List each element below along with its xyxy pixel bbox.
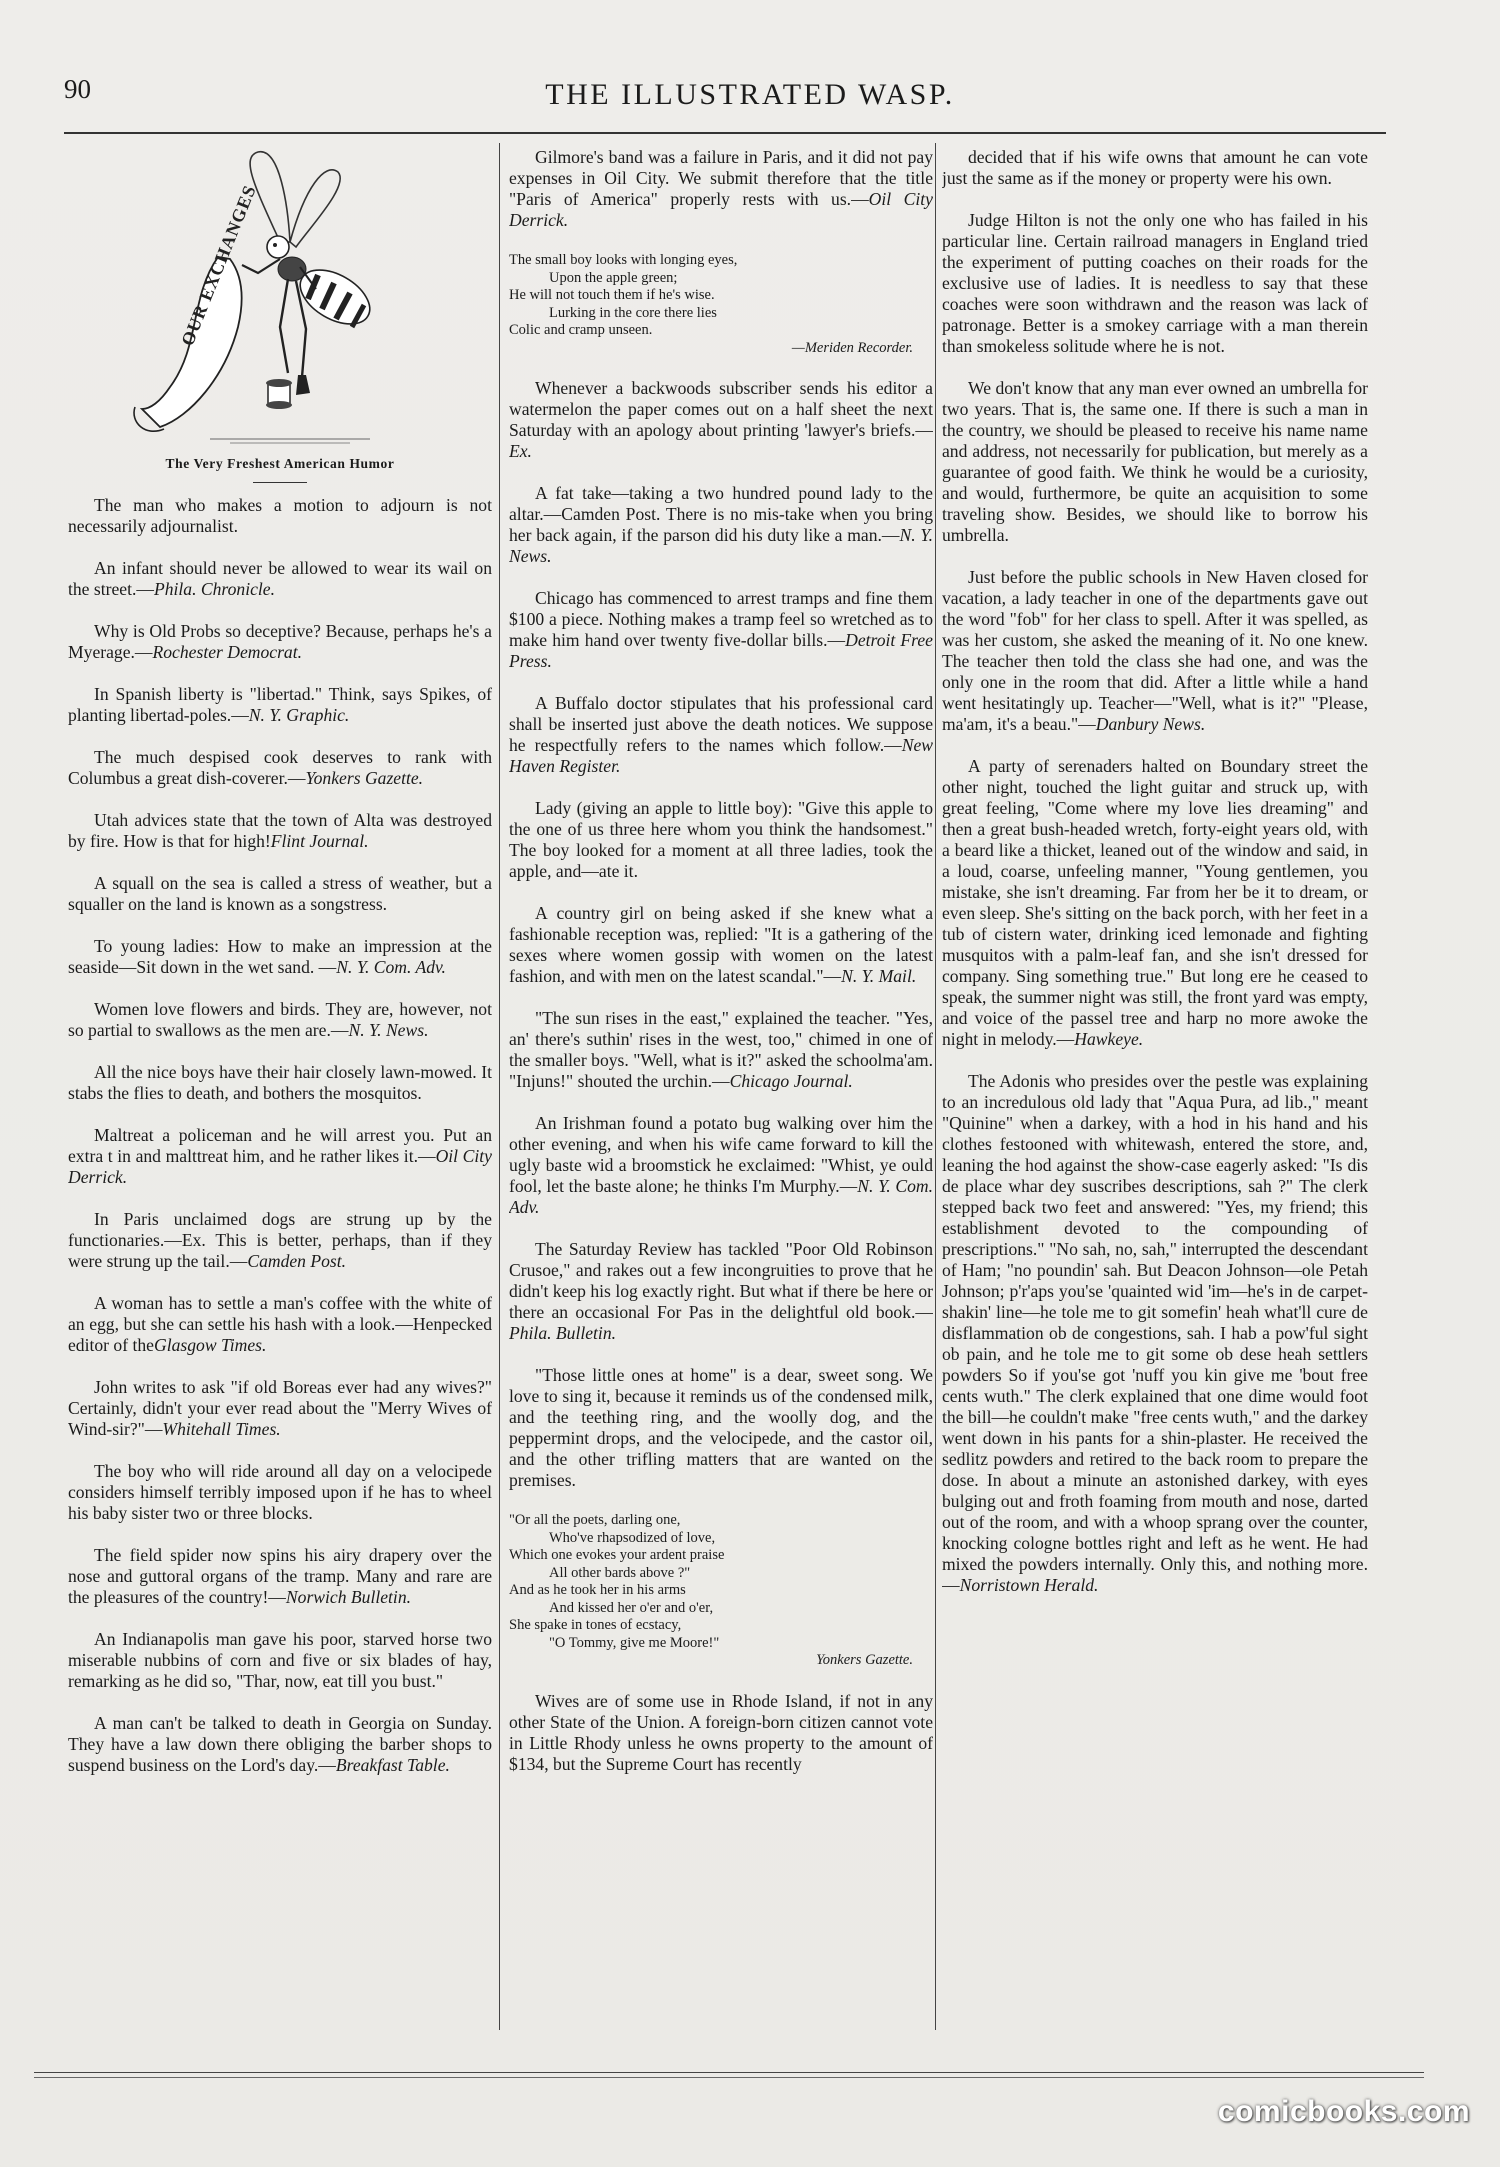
article-source: Rochester Democrat.	[152, 642, 303, 662]
exchanges-vignette	[68, 147, 492, 447]
article-item	[509, 588, 933, 672]
article-source: Phila. Chronicle.	[153, 579, 276, 599]
article-source: Breakfast Table.	[335, 1755, 450, 1775]
poem-source: Yonkers Gazette.	[816, 1652, 913, 1668]
article-item	[68, 810, 492, 852]
article-source: N. Y. News.	[509, 525, 933, 566]
watermark-logo: comicbooks.com	[1217, 2095, 1470, 2128]
article-text: Why is Old Probs so deceptive? Because, perhaps he's a Myerage.—	[68, 621, 492, 662]
column-1-articles	[68, 495, 492, 1776]
article-source: Hawkeye.	[1074, 1029, 1144, 1049]
poem-line: Lurking in the core there lies	[549, 304, 717, 321]
poem-line: Who've rhapsodized of love,	[549, 1529, 716, 1546]
article-source: Whitehall Times.	[162, 1419, 281, 1439]
article-text: The field spider now spins his airy drapery over the nose and guttoral organs of the tramp. Many and rare are the pleasures of the country!—	[68, 1545, 492, 1607]
column-rule	[499, 143, 500, 2030]
article-text: The Saturday Review has tackled "Poor Old Robinson Crusoe," and rakes out a few incongruities to prove that he didn't keep his log exactly right. But what if there be here or there an occasional For Pas in the delightful old book.—	[509, 1239, 933, 1322]
article-item	[68, 1461, 492, 1524]
footer-rule	[34, 2072, 1424, 2073]
column-2-articles-c	[509, 1691, 933, 1775]
article-text: A country girl on being asked if she knew what a fashionable reception was, replied: "It is a gathering of the sexes where women gossip with women on the latest fashion, and with men on the latest scandal."—	[509, 903, 933, 986]
article-item	[942, 147, 1368, 189]
poem-line: And kissed her o'er and o'er,	[549, 1599, 714, 1616]
article-source: Danbury News.	[1095, 714, 1206, 734]
article-item	[68, 1062, 492, 1104]
caption-rule	[253, 482, 307, 483]
article-text: We don't know that any man ever owned an umbrella for two years. That is, the same one. If there is such a man in the country, we should be pleased to receive his name name and address, not necessarily for publication, but merely as a guarantee of good faith. We think he would be a curiosity, and would, furthermore, be quite an acquisition to some traveling show. Besides, we should like to borrow his umbrella.	[942, 378, 1368, 545]
poem-line: "Or all the poets, darling one,	[509, 1512, 681, 1528]
article-text: Just before the public schools in New Haven closed for vacation, a lady teacher in one of the departments gave out the word "fob" for her class to spell. After it was spelled, as was her custom, she asked the meaning of it. No one knew. The teacher then told the class she had one, and was the only one in the room that did. After a little while a hand went hesitatingly up. Teacher—"Well, what is it?" "Please, ma'am, it's a beau."—	[942, 567, 1368, 734]
article-item	[942, 1071, 1368, 1596]
article-item	[509, 378, 933, 462]
article-source: Yonkers Gazette.	[305, 768, 424, 788]
article-item	[68, 999, 492, 1041]
article-text: Judge Hilton is not the only one who has failed in his particular line. Certain railroad managers in England tried the experiment of putting coaches on their roads for the exclusive use of ladies. It is needless to say that these coaches were soon withdrawn and the reason was lack of patronage. Better is a smokey carriage with a man therein than smokeless solitude where he is not.	[942, 210, 1368, 356]
article-item	[68, 873, 492, 915]
article-source: Glasgow Times.	[153, 1335, 267, 1355]
article-source: Ex.	[509, 441, 532, 461]
article-item	[942, 378, 1368, 546]
article-item	[68, 621, 492, 663]
article-item	[509, 693, 933, 777]
article-source: N. Y. News.	[348, 1020, 429, 1040]
article-source: Norwich Bulletin.	[285, 1587, 412, 1607]
article-text: An infant should never be allowed to wear its wail on the street.—	[68, 558, 492, 599]
article-item	[68, 1125, 492, 1188]
article-item	[68, 1293, 492, 1356]
poem-line: He will not touch them if he's wise.	[509, 287, 715, 303]
article-text: A fat take—taking a two hundred pound lady to the altar.—Camden Post. There is no mis-take when you bring her back again, if the parson did his duty like a man.—	[509, 483, 933, 545]
article-item	[509, 1239, 933, 1344]
article-text: A woman has to settle a man's coffee with the white of an egg, but she can settle his hash with a look.—Henpecked editor of the	[68, 1293, 492, 1355]
article-item	[509, 1691, 933, 1775]
article-text: John writes to ask "if old Boreas ever had any wives?" Certainly, didn't your ever read about the "Merry Wives of Wind-sir?"—	[68, 1377, 492, 1439]
article-source: Oil City Derrick.	[68, 1146, 492, 1187]
poem-line: "O Tommy, give me Moore!"	[549, 1634, 720, 1651]
article-text: "The sun rises in the east," explained the teacher. "Yes, an' there's suthin' rises in the west, too," chimed in one of the smaller boys. "Well, what is it?" asked the schoolma'am. "Injuns!" shouted the urchin.—	[509, 1008, 933, 1091]
article-source: New Haven Register.	[509, 735, 933, 776]
article-item	[68, 1545, 492, 1608]
article-source: Flint Journal.	[270, 831, 369, 851]
article-source: N. Y. Mail.	[841, 966, 917, 986]
article-text: Whenever a backwoods subscriber sends his editor a watermelon the paper comes out on a half sheet the next Saturday with an apology about printing 'lawyer's briefs.—	[509, 378, 933, 440]
poem-line: Colic and cramp unseen.	[509, 322, 653, 338]
article-text: To young ladies: How to make an impression at the seaside—Sit down in the wet sand. —	[68, 936, 492, 977]
article-item	[942, 756, 1368, 1050]
article-text: In Spanish liberty is "libertad." Think, says Spikes, of planting libertad-poles.—	[68, 684, 492, 725]
article-source: N. Y. Com. Adv.	[336, 957, 446, 977]
poem-source: —Meriden Recorder.	[791, 339, 913, 356]
column-2-articles-a	[509, 147, 933, 231]
article-text: Wives are of some use in Rhode Island, if not in any other State of the Union. A foreign-born citizen cannot vote in Little Rhody unless he owns property to the amount of $134, but the Supreme Court has recently	[509, 1690, 933, 1774]
article-item	[68, 495, 492, 537]
article-item	[509, 147, 933, 231]
article-source: Chicago Journal.	[729, 1071, 853, 1091]
article-item	[68, 558, 492, 600]
article-item	[509, 903, 933, 987]
article-item	[68, 1629, 492, 1692]
column-3	[942, 147, 1368, 2027]
article-item	[68, 747, 492, 789]
article-source: N. Y. Graphic.	[248, 705, 350, 725]
poem-apple	[509, 252, 933, 357]
article-text: Women love flowers and birds. They are, however, not so partial to swallows as the men are.—	[68, 999, 492, 1040]
article-text: A squall on the sea is called a stress of weather, but a squaller on the land is known as a songstress.	[68, 873, 492, 914]
article-text: "Those little ones at home" is a dear, sweet song. We love to sing it, because it reminds us of the condensed milk, and the teething ring, and the woolly dog, and the peppermint drops, and the velocipede, and the castor oil, and the other trifling matters that are wanted on the premises.	[509, 1365, 933, 1490]
article-item	[68, 1377, 492, 1440]
article-text: Lady (giving an apple to little boy): "Give this apple to the one of us three here whom you think the handsomest." The boy looked for a moment at all three ladies, took the apple, and—ate it.	[509, 798, 933, 881]
wasp-illustration	[130, 147, 430, 447]
article-item	[509, 483, 933, 567]
article-text: All the nice boys have their hair closely lawn-mowed. It stabs the flies to death, and bothers the mosquitos.	[68, 1062, 492, 1103]
article-text: A man can't be talked to death in Georgia on Sunday. They have a law down there obliging the barber shops to suspend business on the Lord's day.—	[68, 1713, 492, 1775]
column-rule	[935, 143, 936, 2030]
article-source: N. Y. Com. Adv.	[509, 1176, 933, 1217]
article-source: Camden Post.	[247, 1251, 347, 1271]
header-rule	[64, 132, 1386, 134]
article-item	[942, 567, 1368, 735]
article-text: Maltreat a policeman and he will arrest you. Put an extra t in and malttreat him, and he rather likes it.—	[68, 1125, 492, 1166]
poem-line: And as he took her in his arms	[509, 1582, 686, 1598]
article-source: Phila. Bulletin.	[509, 1323, 617, 1343]
article-item	[942, 210, 1368, 357]
page-number: 90	[64, 74, 91, 104]
article-item	[68, 936, 492, 978]
poem-line: She spake in tones of ecstacy,	[509, 1617, 682, 1633]
article-item	[509, 798, 933, 882]
article-item	[68, 684, 492, 726]
poem-line: Upon the apple green;	[549, 269, 678, 286]
article-text: Gilmore's band was a failure in Paris, and it did not pay expenses in Oil City. We submit therefore that the title "Paris of America" properly rests with us.—	[509, 147, 933, 209]
article-text: An Indianapolis man gave his poor, starved horse two miserable nubbins of corn and five or six blades of hay, remarking as he did so, "Thar, now, eat till you bust."	[68, 1629, 492, 1691]
article-source: Detroit Free Press.	[509, 630, 933, 671]
article-text: The much despised cook deserves to rank with Columbus a great dish-coverer.—	[68, 747, 492, 788]
article-item	[509, 1008, 933, 1092]
article-text: A party of serenaders halted on Boundary street the other night, touched the light guitar and struck up, with great feeling, "Come where my love lies dreaming" and then a great bush-headed wretch, forty-eight years old, with a beard like a thicket, leaned out of the window and said, in a loud, coarse, unfeeling manner, "Young gentlemen, you mistake, she isn't dreaming. Far from her be it to dream, or even sleep. She's sitting on the back porch, with her feet in a tub of cistern water, drinking iced lemonade and fighting musquitos with a palm-leaf fan, and she isn't dressed for company. Sing something true." But long ere he ceased to speak, the summer night was still, the front yard was empty, and voice of the passel tree and harp no more awoke the night in melody.—	[942, 756, 1368, 1049]
column-3-articles	[942, 147, 1368, 1596]
poem-line: All other bards above ?"	[549, 1564, 691, 1581]
banner-text: OUR EXCHANGES	[177, 181, 260, 349]
column-2-articles-b	[509, 378, 933, 1491]
article-text: The boy who will ride around all day on a velocipede considers himself terribly imposed upon if he has to wheel his baby sister two or three blocks.	[68, 1461, 492, 1523]
article-source: Oil City Derrick.	[509, 189, 933, 230]
poem-moore	[509, 1512, 933, 1670]
article-text: Chicago has commenced to arrest tramps and fine them $100 a piece. Nothing makes a tramp feel so wretched as to make him hand over twenty five-dollar bills.—	[509, 588, 933, 650]
article-text: The man who makes a motion to adjourn is not necessarily adjournalist.	[68, 495, 492, 536]
article-item	[68, 1713, 492, 1776]
masthead-title: THE ILLUSTRATED WASP.	[545, 78, 955, 111]
article-item	[68, 1209, 492, 1272]
column-2	[509, 147, 933, 2027]
vignette-caption: The Very Freshest American Humor	[165, 456, 395, 471]
article-text: In Paris unclaimed dogs are strung up by the functionaries.—Ex. This is better, perhaps, than if they were strung up the tail.—	[68, 1209, 492, 1271]
article-item	[509, 1113, 933, 1218]
article-text: Utah advices state that the town of Alta was destroyed by fire. How is that for high!	[68, 810, 492, 851]
column-1	[68, 147, 492, 2027]
poem-line: Which one evokes your ardent praise	[509, 1547, 725, 1563]
article-item	[509, 1365, 933, 1491]
article-source: Norristown Herald.	[959, 1575, 1099, 1595]
article-text: The Adonis who presides over the pestle was explaining to an incredulous old lady that "Aqua Pura, ad lib.," meant "Quinine" when a darkey, with a hod in his hand and his clothes festooned with whitewash, entered the store, and, leaning the hod against the show-case eagerly asked: "Is dis de place whar dey suscribes descriptions, sah ?" The clerk stepped back two feet and answered: "Yes, my friend; this establishment devoted to the compounding of prescriptions." "No sah, no, sah," interrupted the descendant of Ham; "no poundin' sah. But Deacon Johnson—ole Petah Johnson; p'r'aps you'se 'quainted wid 'im—he's in de carpet-shakin' line—he tole me to git somefin' heah what'll cure de disflammation ob de congestions, sah. I hab a pow'ful sight ob pain, and he tole me to git some ob dese heah settlers powders So if you'se got 'nuff you kin give me 'bout free cents wuth." The clerk explained that one dime would foot the bill—he couldn't make "free cents wuth," and the darkey went down in his pants for a shin-plaster. He received the sedlitz powders and retired to the back room to prepare the dose. In about a minute an astonished darkey, with eyes bulging out and froth foaming from mouth and nose, darted out of the room, and with a whoop sprang over the counter, knocking cologne bottles right and left as he went. He had mixed the powders internally. Only this, and nothing more.—	[942, 1071, 1368, 1595]
poem-line: The small boy looks with longing eyes,	[509, 252, 738, 268]
article-text: A Buffalo doctor stipulates that his professional card shall be inserted just above the death notices. We suppose he respectfully refers to the names which follow.—	[509, 693, 933, 755]
article-text: decided that if his wife owns that amount he can vote just the same as if the money or property were his own.	[942, 147, 1368, 188]
article-text: An Irishman found a potato bug walking over him the other evening, and when his wife came forward to kill the ugly baste wid a broomstick he exclaimed: "Whist, ye ould fool, let the baste alone; he thinks I'm Murphy.—	[509, 1113, 933, 1196]
footer-rule	[34, 2077, 1424, 2078]
